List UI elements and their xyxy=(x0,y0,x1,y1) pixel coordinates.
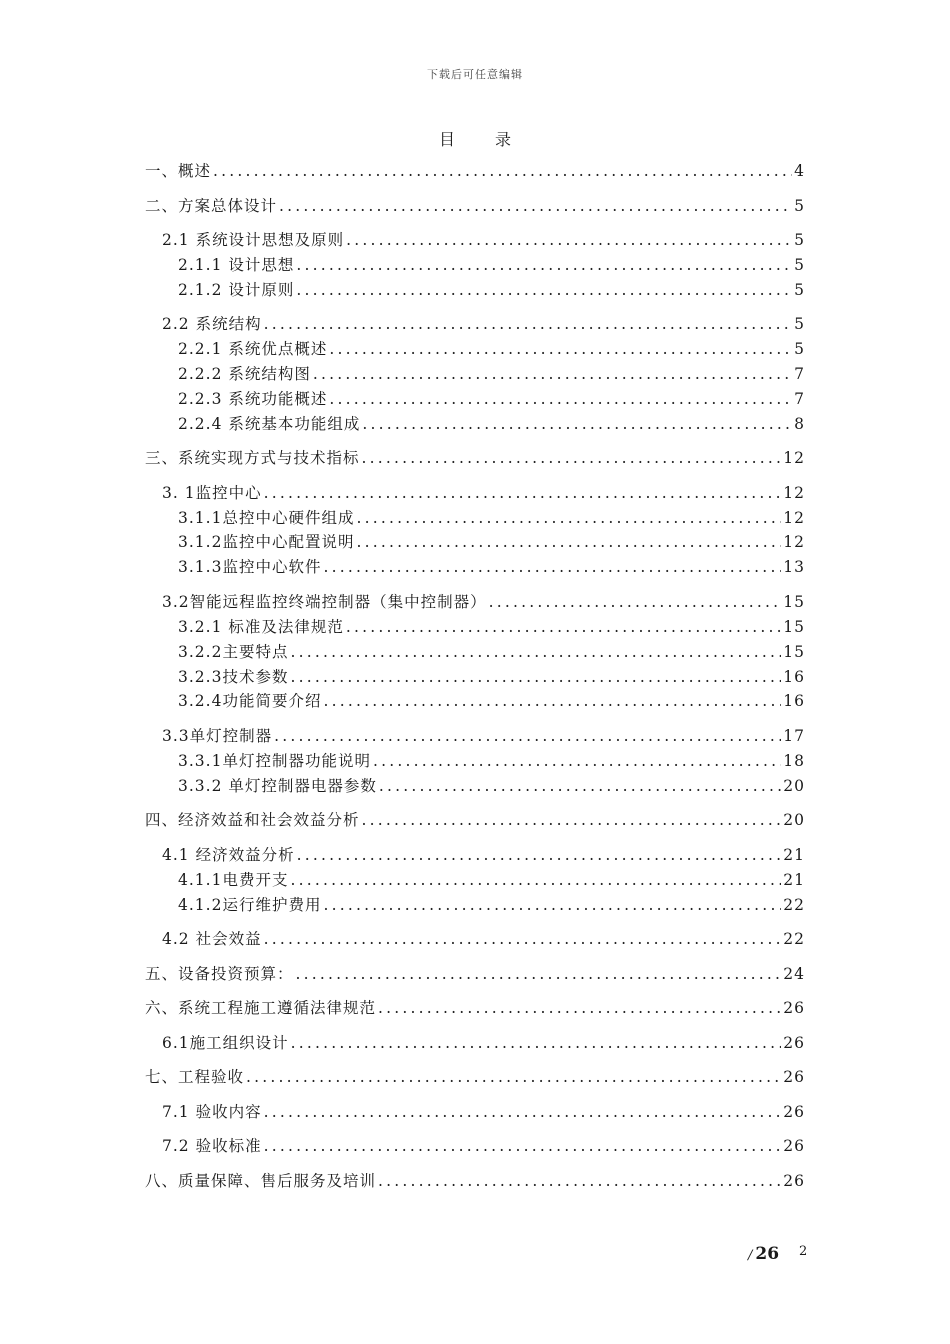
toc-entry-label: 六、系统工程施工遵循法律规范 xyxy=(145,999,377,1017)
toc-entry[interactable] xyxy=(178,507,805,529)
toc-entry-leader xyxy=(264,482,782,504)
toc-entry[interactable] xyxy=(178,690,805,712)
toc-entry-label: 7.2 验收标准 xyxy=(162,1137,262,1155)
toc-entry-leader xyxy=(296,963,782,985)
toc-entry[interactable] xyxy=(178,775,805,797)
toc-entry-label: 3.2.4功能简要介绍 xyxy=(178,692,322,710)
toc-entry[interactable] xyxy=(162,928,805,950)
toc-entry-label: 2.1.1 设计思想 xyxy=(178,256,295,274)
toc-entry-label: 七、工程验收 xyxy=(145,1068,245,1086)
toc-entry[interactable] xyxy=(145,160,805,182)
toc-entry[interactable] xyxy=(178,894,805,916)
toc-entry-label: 2.2.1 系统优点概述 xyxy=(178,340,328,358)
toc-entry[interactable] xyxy=(145,997,805,1019)
toc-entry-leader xyxy=(264,928,782,950)
toc-entry-page: 5 xyxy=(794,197,805,215)
footer-page-number: 2 xyxy=(799,1244,808,1259)
toc-entry-leader xyxy=(378,997,781,1019)
toc-entry[interactable] xyxy=(178,531,805,553)
toc-entry[interactable] xyxy=(162,1135,805,1157)
toc-entry-label: 3.2.2主要特点 xyxy=(178,643,289,661)
toc-entry-leader xyxy=(297,844,782,866)
toc-entry-leader xyxy=(346,229,792,251)
toc-entry[interactable] xyxy=(162,1101,805,1123)
toc-entry[interactable] xyxy=(178,869,805,891)
toc-entry-label: 3.1.1总控中心硬件组成 xyxy=(178,509,355,527)
toc-entry-leader xyxy=(291,1032,782,1054)
toc-entry-label: 4.1 经济效益分析 xyxy=(162,846,295,864)
toc-entry-page: 12 xyxy=(783,449,805,467)
toc-entry-leader xyxy=(489,591,782,613)
toc-entry[interactable] xyxy=(162,844,805,866)
footer-total-pages xyxy=(748,1244,779,1264)
toc-entry-label: 7.1 验收内容 xyxy=(162,1103,262,1121)
toc-entry-label: 2.2.4 系统基本功能组成 xyxy=(178,415,361,433)
toc-entry-leader xyxy=(246,1066,781,1088)
toc-entry[interactable] xyxy=(145,809,805,831)
toc-entry-page: 13 xyxy=(783,558,805,576)
toc-entry-leader xyxy=(362,413,792,435)
toc-entry-leader xyxy=(264,313,793,335)
toc-entry-label: 二、方案总体设计 xyxy=(145,197,278,215)
toc-entry-leader xyxy=(329,338,792,360)
toc-entry-leader xyxy=(356,531,781,553)
toc-entry-label: 三、系统实现方式与技术指标 xyxy=(145,449,360,467)
toc-entry[interactable] xyxy=(178,641,805,663)
toc-entry-page: 7 xyxy=(794,365,805,383)
toc-entry-leader xyxy=(379,775,781,797)
toc-entry[interactable] xyxy=(162,229,805,251)
toc-entry[interactable] xyxy=(178,254,805,276)
toc-entry-page: 26 xyxy=(783,1172,805,1190)
toc-entry-page: 8 xyxy=(794,415,805,433)
toc-entry-leader xyxy=(362,447,782,469)
toc-entry-leader xyxy=(264,1101,782,1123)
toc-entry-page: 26 xyxy=(783,1068,805,1086)
toc-entry-page: 26 xyxy=(783,1137,805,1155)
toc-entry-page: 21 xyxy=(783,846,805,864)
toc-entry-label: 一、概述 xyxy=(145,162,212,180)
toc-entry-label: 五、设备投资预算： xyxy=(145,965,294,983)
toc-title-right: 录 xyxy=(495,130,512,149)
toc-entry-page: 17 xyxy=(783,727,805,745)
toc-entry[interactable] xyxy=(178,413,805,435)
toc-entry-leader xyxy=(296,254,792,276)
toc-entry-label: 3.3.1单灯控制器功能说明 xyxy=(178,752,371,770)
toc-entry-page: 20 xyxy=(783,777,805,795)
toc-entry-page: 26 xyxy=(783,999,805,1017)
toc-entry-leader xyxy=(279,195,792,217)
toc-entry-label: 2.2 系统结构 xyxy=(162,315,262,333)
toc-entry[interactable] xyxy=(145,195,805,217)
toc-entry[interactable] xyxy=(162,591,805,613)
toc-entry[interactable] xyxy=(178,388,805,410)
toc-entry-leader xyxy=(290,641,781,663)
toc-entry-page: 22 xyxy=(783,896,805,914)
toc-entry-leader xyxy=(378,1170,781,1192)
toc-entry-leader xyxy=(213,160,792,182)
toc-entry-label: 4.1.1电费开支 xyxy=(178,871,289,889)
toc-entry-page: 15 xyxy=(783,618,805,636)
toc-entry-page: 22 xyxy=(783,930,805,948)
toc-entry-label: 4.1.2运行维护费用 xyxy=(178,896,322,914)
toc-entry-page: 26 xyxy=(783,1034,805,1052)
toc-entry-leader xyxy=(356,507,781,529)
toc-entry-leader xyxy=(290,869,781,891)
toc-entry-label: 2.2.2 系统结构图 xyxy=(178,365,311,383)
toc-entry[interactable] xyxy=(178,279,805,301)
toc-entry-page: 12 xyxy=(783,484,805,502)
toc-entry-label: 3.2.1 标准及法律规范 xyxy=(178,618,344,636)
toc-entry[interactable] xyxy=(162,725,805,747)
toc-entry-label: 3. 1监控中心 xyxy=(162,484,262,502)
toc-entry-leader xyxy=(274,725,781,747)
toc-entry-label: 四、经济效益和社会效益分析 xyxy=(145,811,360,829)
toc-title-left: 目 xyxy=(438,130,455,149)
toc-entry-label: 3.3.2 单灯控制器电器参数 xyxy=(178,777,377,795)
toc-entry-label: 2.1.2 设计原则 xyxy=(178,281,295,299)
toc-entry-leader xyxy=(290,666,781,688)
toc-entry-label: 3.1.2监控中心配置说明 xyxy=(178,533,355,551)
toc-entry-leader xyxy=(264,1135,782,1157)
toc-entry[interactable] xyxy=(178,616,805,638)
toc-entry-page: 4 xyxy=(794,162,805,180)
toc-entry-leader xyxy=(362,809,782,831)
toc-entry-leader xyxy=(323,690,781,712)
footer-slash: / xyxy=(748,1248,753,1263)
toc-entry-page: 15 xyxy=(783,643,805,661)
toc-entry[interactable] xyxy=(145,963,805,985)
toc-entry-leader xyxy=(313,363,792,385)
toc-entry[interactable] xyxy=(178,338,805,360)
toc-entry-page: 24 xyxy=(783,965,805,983)
toc-entry-page: 16 xyxy=(783,692,805,710)
toc-entry-page: 5 xyxy=(794,315,805,333)
toc-entry-label: 2.2.3 系统功能概述 xyxy=(178,390,328,408)
toc-entry-page: 26 xyxy=(783,1103,805,1121)
toc-entry[interactable] xyxy=(178,666,805,688)
toc-entry-label: 6.1施工组织设计 xyxy=(162,1034,289,1052)
footer-total-number: 26 xyxy=(755,1244,780,1264)
toc-entry-leader xyxy=(329,388,792,410)
toc-entry[interactable] xyxy=(145,1170,805,1192)
toc-entry-leader xyxy=(296,279,792,301)
page-header: 下载后可任意编辑 xyxy=(427,68,523,81)
toc-entry[interactable] xyxy=(145,447,805,469)
toc-entry-page: 15 xyxy=(783,593,805,611)
toc-entry-page: 7 xyxy=(794,390,805,408)
toc-entry-label: 4.2 社会效益 xyxy=(162,930,262,948)
toc-entry-page: 21 xyxy=(783,871,805,889)
toc-entry-page: 5 xyxy=(794,281,805,299)
toc-entry[interactable] xyxy=(162,482,805,504)
toc-entry[interactable] xyxy=(162,313,805,335)
toc-entry[interactable] xyxy=(178,750,805,772)
toc-entry-label: 3.2智能远程监控终端控制器（集中控制器） xyxy=(162,593,487,611)
toc-entry-label: 3.1.3监控中心软件 xyxy=(178,558,322,576)
toc-entry[interactable] xyxy=(178,363,805,385)
toc-entry[interactable] xyxy=(162,1032,805,1054)
toc-entry[interactable] xyxy=(178,556,805,578)
toc-entry-label: 3.3单灯控制器 xyxy=(162,727,273,745)
toc-entry[interactable] xyxy=(145,1066,805,1088)
toc-entry-page: 5 xyxy=(794,231,805,249)
toc-entry-leader xyxy=(346,616,781,638)
toc-entry-label: 八、质量保障、售后服务及培训 xyxy=(145,1172,377,1190)
toc-entry-page: 18 xyxy=(783,752,805,770)
toc-entry-page: 16 xyxy=(783,668,805,686)
toc-entry-page: 12 xyxy=(783,509,805,527)
toc-entry-leader xyxy=(373,750,781,772)
toc-entry-page: 12 xyxy=(783,533,805,551)
toc-entry-label: 3.2.3技术参数 xyxy=(178,668,289,686)
toc-entry-leader xyxy=(323,894,781,916)
toc-entry-label: 2.1 系统设计思想及原则 xyxy=(162,231,345,249)
toc-entry-page: 5 xyxy=(794,256,805,274)
toc-entry-page: 20 xyxy=(783,811,805,829)
toc-entry-leader xyxy=(323,556,781,578)
toc-entry-page: 5 xyxy=(794,340,805,358)
